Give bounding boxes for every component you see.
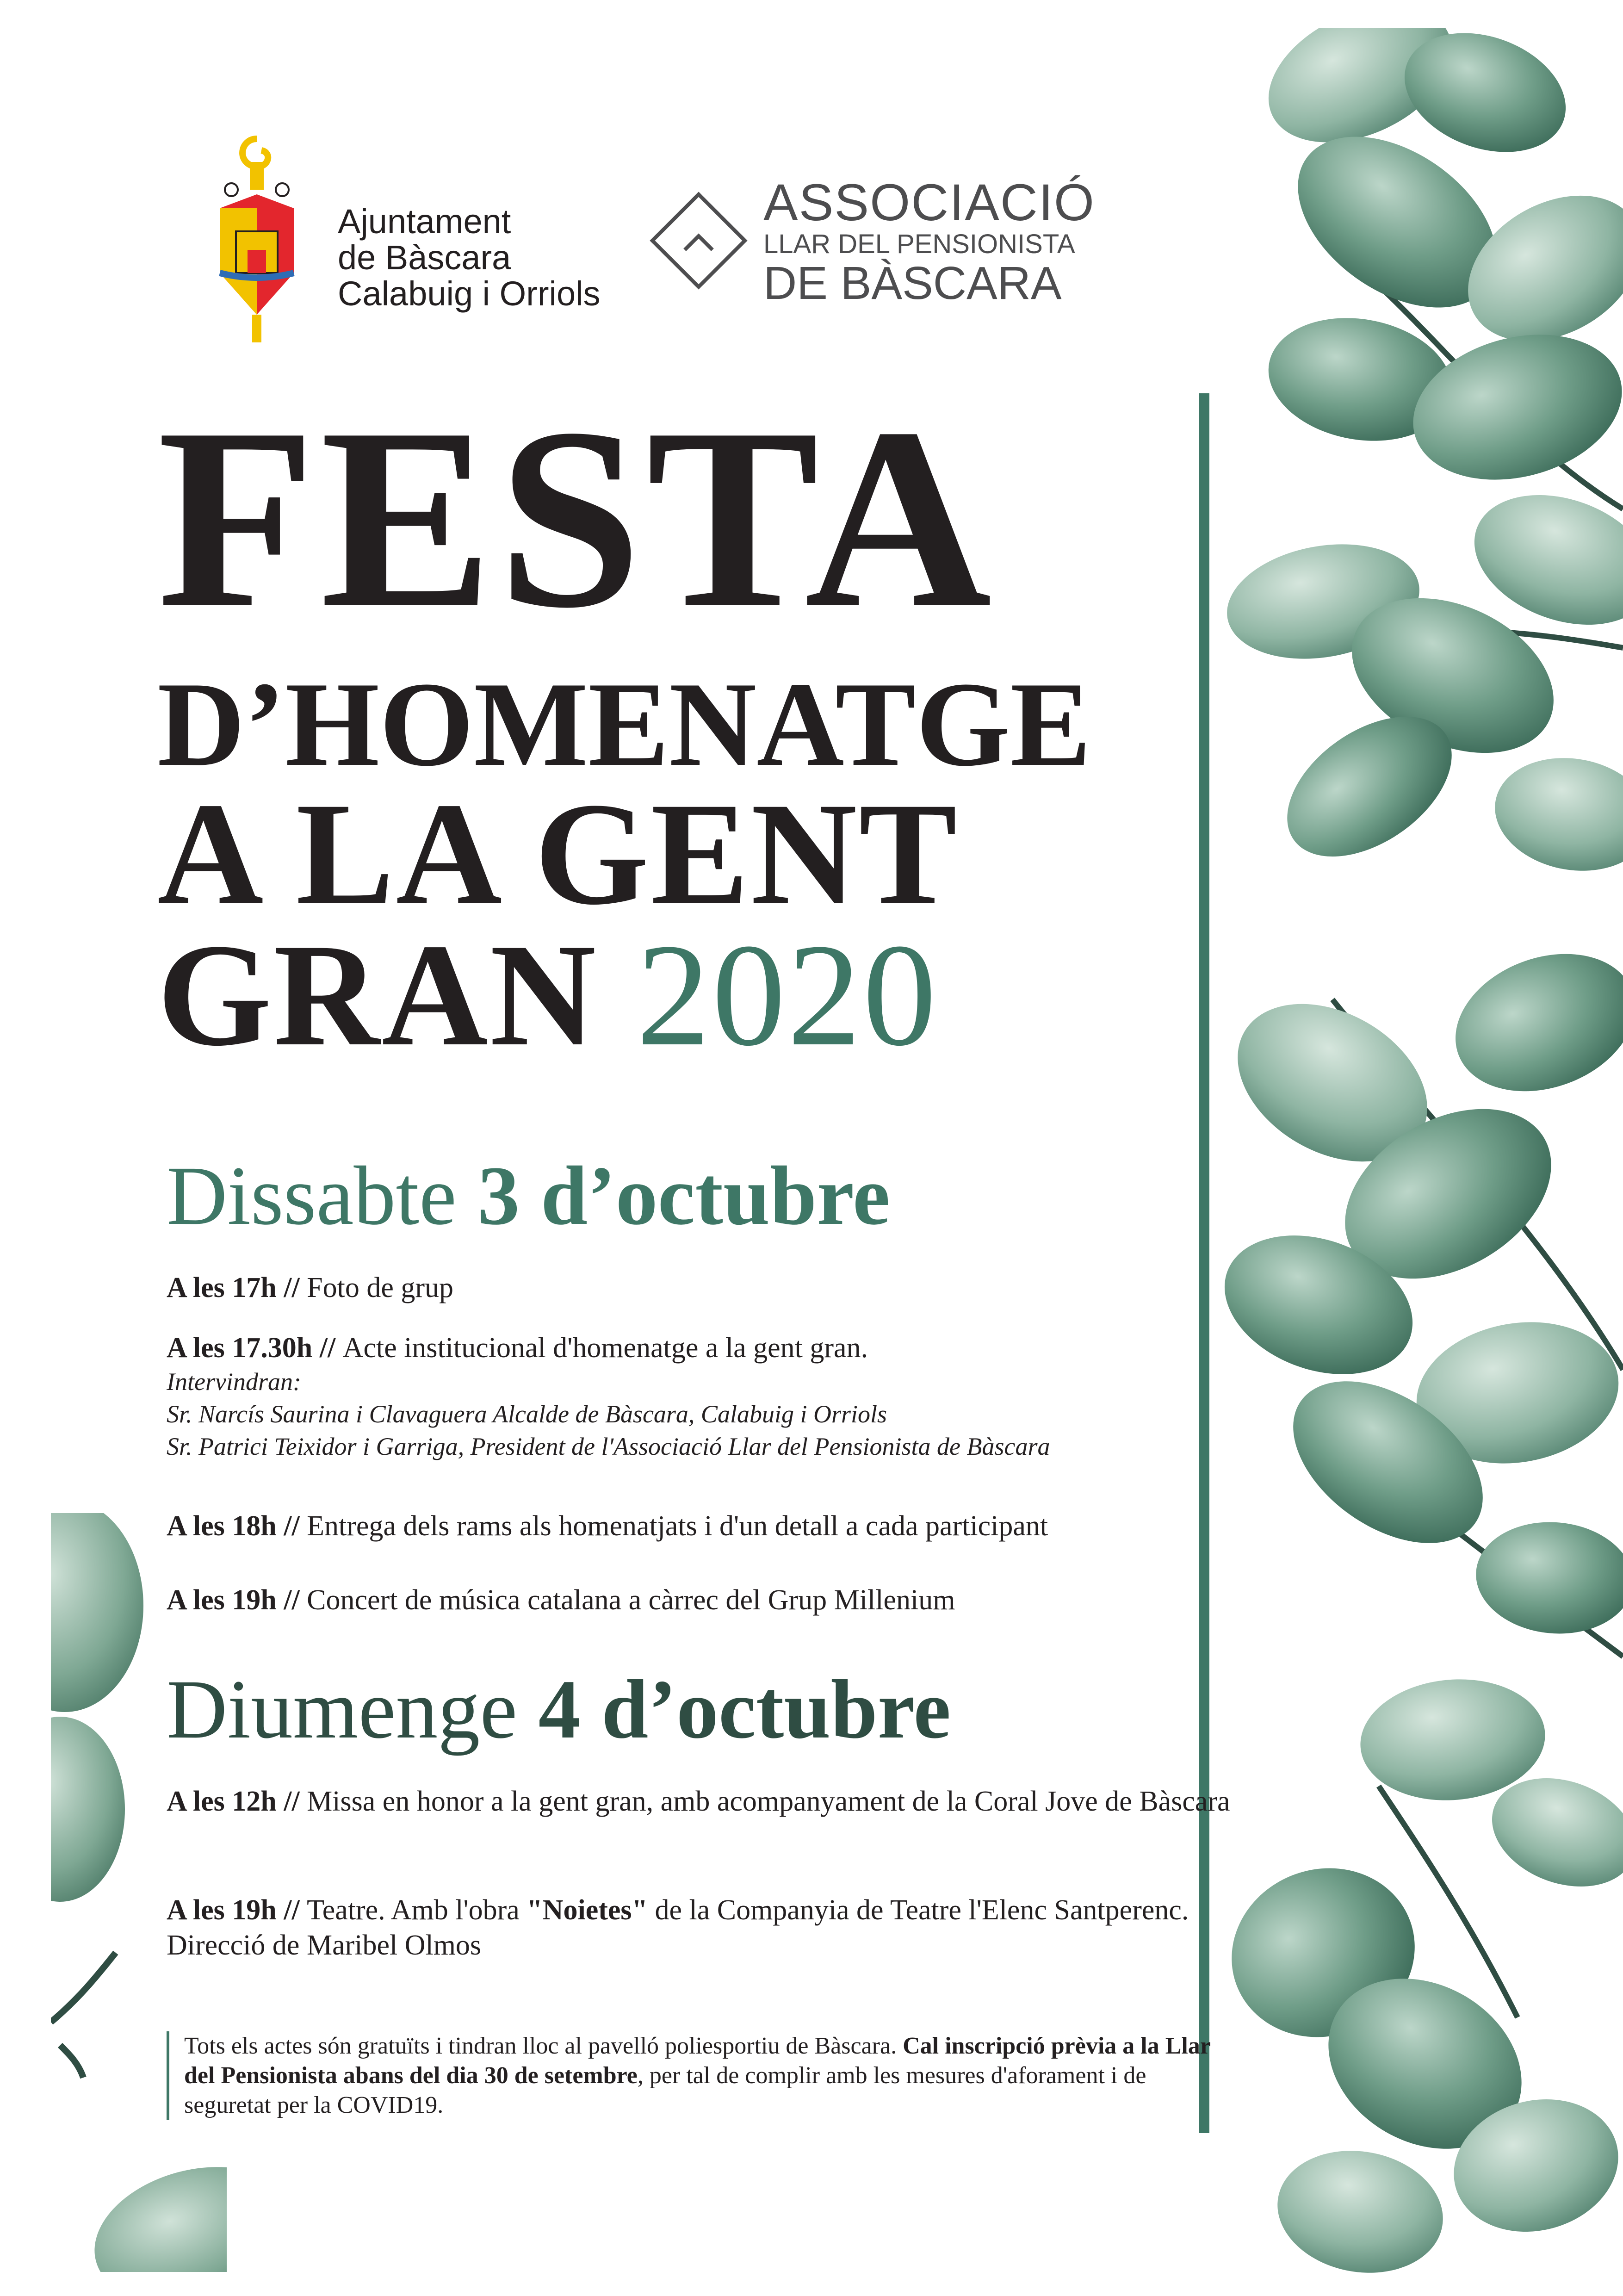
event-item bbox=[167, 1508, 1231, 1544]
event-text: Entrega dels rams als homenatjats i d'un detall a cada participant bbox=[307, 1510, 1048, 1542]
event-separator: // bbox=[276, 1272, 307, 1303]
speaker-1: Sr. Narcís Saurina i Clavaguera Alcalde de Bàscara, Calabuig i Orriols bbox=[167, 1400, 887, 1428]
event-item bbox=[167, 1330, 1231, 1463]
event-text: Missa en honor a la gent gran, amb acompanyament de la Coral Jove de Bàscara bbox=[307, 1786, 1230, 1817]
event-separator: // bbox=[276, 1894, 307, 1926]
ajuntament-line1: Ajuntament bbox=[338, 202, 511, 241]
vertical-divider bbox=[1199, 393, 1209, 2133]
event-separator: // bbox=[276, 1510, 307, 1542]
diamond-house-icon bbox=[648, 190, 750, 292]
event-text: Acte institucional d'homenatge a la gent gran. bbox=[342, 1332, 868, 1364]
associacio-line2: LLAR DEL PENSIONISTA bbox=[763, 229, 1075, 259]
event-item bbox=[167, 1893, 1231, 1963]
associacio-line3: DE BÀSCARA bbox=[763, 257, 1062, 309]
title-line4 bbox=[157, 913, 938, 1076]
note-bold: Cal inscripció prèvia a la Llar del Pensionista abans del dia 30 de setembre bbox=[184, 2033, 1210, 2089]
speaker-2: Sr. Patrici Teixidor i Garriga, President de l'Associació Llar del Pensionista de Bàscara bbox=[167, 1433, 1050, 1460]
event-text-before: Teatre. Amb l'obra bbox=[307, 1894, 527, 1926]
event-item bbox=[167, 1582, 1231, 1618]
ajuntament-logo bbox=[204, 134, 620, 347]
event-time: A les 12h bbox=[167, 1786, 277, 1817]
day1-heading bbox=[167, 1149, 890, 1242]
event-text: Foto de grup bbox=[307, 1272, 454, 1303]
event-time: A les 19h bbox=[167, 1584, 277, 1616]
play-title: "Noietes" bbox=[527, 1894, 648, 1926]
title-line4-prefix: GRAN bbox=[157, 913, 598, 1076]
title-line3: A LA GENT bbox=[157, 772, 959, 935]
day2-weekday: Diumenge bbox=[167, 1663, 518, 1756]
title-line2: D’HOMENATGE bbox=[157, 657, 1091, 791]
title-line1: FESTA bbox=[157, 375, 997, 662]
associacio-line1: ASSOCIACIÓ bbox=[763, 174, 1096, 231]
event-time: A les 17.30h bbox=[167, 1332, 313, 1364]
day1-date: 3 d’octubre bbox=[477, 1149, 890, 1242]
event-time: A les 17h bbox=[167, 1272, 277, 1303]
event-time: A les 19h bbox=[167, 1894, 277, 1926]
day2-heading bbox=[167, 1663, 951, 1756]
event-time: A les 18h bbox=[167, 1510, 277, 1542]
event-separator: // bbox=[312, 1332, 343, 1364]
event-text-after: de la Companyia de Teatre l'Elenc Santperenc. Direcció de Maribel Olmos bbox=[167, 1894, 1189, 1961]
event-separator: // bbox=[276, 1786, 307, 1817]
event-item bbox=[167, 1270, 1231, 1305]
intervindran-label: Intervindran: bbox=[167, 1368, 301, 1396]
coat-of-arms-icon bbox=[204, 134, 310, 347]
title-year: 2020 bbox=[636, 913, 938, 1076]
ajuntament-line2: de Bàscara bbox=[338, 238, 511, 277]
note-part1: Tots els actes són gratuïts i tindran lloc al pavelló poliesportiu de Bàscara. bbox=[184, 2033, 903, 2059]
associacio-logo bbox=[648, 174, 1096, 315]
day2-date: 4 d’octubre bbox=[538, 1663, 951, 1756]
event-separator: // bbox=[276, 1584, 307, 1616]
note-part2: , per tal de complir amb les mesures d'aforament i de seguretat per la COVID19. bbox=[184, 2062, 1146, 2118]
event-item bbox=[167, 1784, 1231, 1819]
event-text: Concert de música catalana a càrrec del Grup Millenium bbox=[307, 1584, 955, 1616]
ajuntament-line3: Calabuig i Orriols bbox=[338, 274, 601, 313]
registration-note bbox=[167, 2031, 1216, 2120]
day1-weekday: Dissabte bbox=[167, 1149, 457, 1242]
